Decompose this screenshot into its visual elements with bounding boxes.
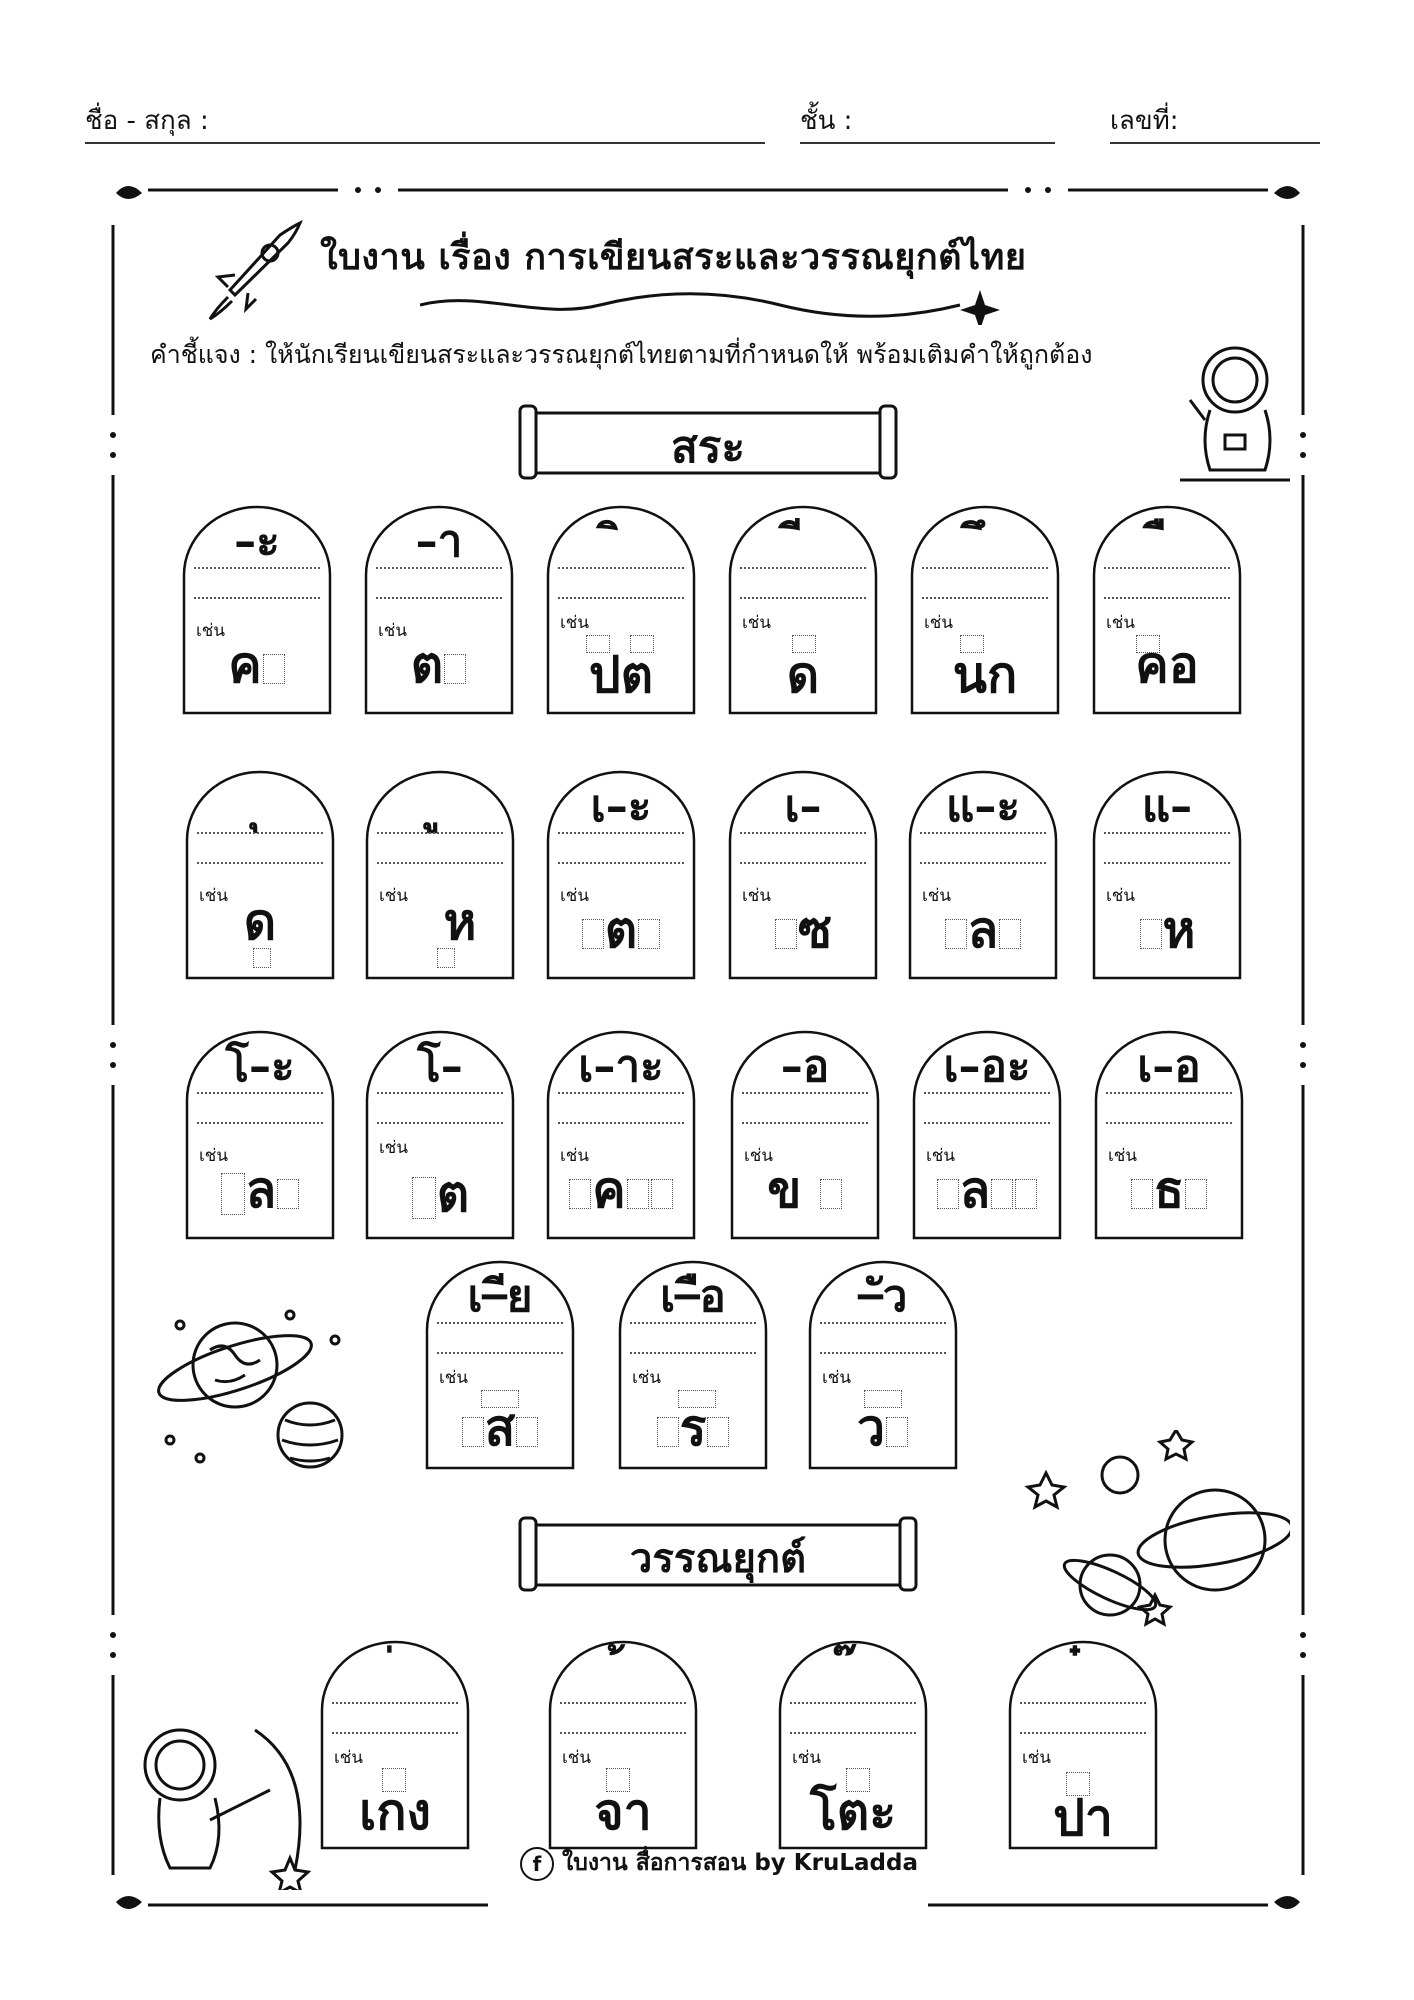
vowel-card[interactable]	[728, 770, 878, 980]
vowel-card[interactable]	[365, 770, 515, 980]
answer-box[interactable]	[1131, 1179, 1153, 1209]
tone-symbol	[1008, 1650, 1158, 1704]
vowel-card[interactable]	[546, 770, 696, 980]
example-label: เช่น	[792, 1748, 821, 1768]
answer-box[interactable]	[1185, 1179, 1207, 1209]
example-label: เช่น	[924, 613, 953, 633]
vowel-symbol: เ–ีย	[467, 1271, 533, 1322]
example-word: ค	[182, 633, 332, 697]
vowel-symbol: โ–	[417, 1041, 463, 1092]
example-word: โตะ	[809, 1783, 897, 1841]
example-word: ต	[365, 1162, 515, 1226]
vowel-card[interactable]	[730, 1030, 880, 1240]
tone-card[interactable]	[320, 1640, 470, 1850]
class-label: ชั้น :	[800, 106, 853, 136]
example-word: ต	[364, 633, 514, 697]
number-label: เลขที่:	[1110, 106, 1179, 136]
example-label: เช่น	[632, 1368, 661, 1388]
example-label: เช่น	[196, 621, 225, 641]
vowel-symbol: –อ	[780, 1041, 830, 1092]
example-label: เช่น	[1108, 1146, 1137, 1166]
rocket-icon	[190, 215, 310, 325]
vowel-card[interactable]	[364, 505, 514, 715]
vowel-card[interactable]	[182, 505, 332, 715]
answer-box[interactable]	[582, 919, 604, 949]
example-word: ค	[546, 1158, 696, 1222]
answer-box[interactable]	[945, 919, 967, 949]
example-word: ร	[618, 1396, 768, 1460]
example-label: เช่น	[378, 621, 407, 641]
vowel-symbol: เ–ือ	[660, 1271, 726, 1322]
tone-heading: วรรณยุกต์	[629, 1536, 807, 1582]
example-label: เช่น	[334, 1748, 363, 1768]
class-line[interactable]	[800, 142, 1055, 144]
vowel-card[interactable]	[618, 1260, 768, 1470]
example-label: เช่น	[926, 1146, 955, 1166]
vowel-card[interactable]	[908, 770, 1058, 980]
example-label: เช่น	[1022, 1748, 1051, 1768]
example-word: ข	[730, 1158, 880, 1222]
vowel-symbol: –ะ	[234, 516, 280, 567]
vowel-symbol	[365, 780, 515, 834]
vowel-card[interactable]	[1092, 505, 1242, 715]
example-word: ซ	[728, 898, 878, 962]
answer-box[interactable]	[437, 948, 455, 968]
example-word: ว	[808, 1396, 958, 1460]
example-word: จา	[594, 1783, 652, 1841]
planet-icon	[150, 1290, 360, 1480]
example-word: ปา	[1053, 1789, 1113, 1847]
answer-box[interactable]	[775, 919, 797, 949]
example-word: ปต	[588, 646, 654, 704]
vowel-symbol: เ–อ	[1137, 1041, 1201, 1092]
answer-box[interactable]	[937, 1179, 959, 1209]
answer-box[interactable]	[221, 1173, 245, 1215]
example-label: เช่น	[562, 1748, 591, 1768]
example-word: ล	[912, 1158, 1062, 1222]
vowel-heading: สระ	[670, 422, 746, 473]
vowel-symbol: เ–อะ	[943, 1041, 1031, 1092]
vowel-symbol: โ–ะ	[225, 1041, 295, 1092]
vowel-symbol: แ–ะ	[946, 781, 1020, 832]
answer-box[interactable]	[569, 1179, 591, 1209]
example-label: เช่น	[560, 613, 589, 633]
tone-symbol	[548, 1650, 698, 1704]
example-word: ส	[425, 1396, 575, 1460]
vowel-symbol: แ–	[1141, 781, 1193, 832]
example-word: คอ	[1135, 636, 1199, 694]
vowel-card[interactable]	[808, 1260, 958, 1470]
planets-icon	[1020, 1430, 1290, 1630]
example-label: เช่น	[379, 886, 408, 906]
name-line[interactable]	[85, 142, 765, 144]
example-word: ล	[185, 1158, 335, 1222]
vowel-symbol: เ–าะ	[578, 1041, 664, 1092]
vowel-card[interactable]	[185, 770, 335, 980]
answer-box[interactable]	[253, 948, 271, 968]
answer-box[interactable]	[462, 1417, 484, 1447]
answer-box[interactable]	[999, 919, 1021, 949]
vowel-card[interactable]	[910, 505, 1060, 715]
vowel-card[interactable]	[1092, 770, 1242, 980]
example-label: เช่น	[1106, 886, 1135, 906]
example-word: ห	[1092, 898, 1242, 962]
vowel-symbol: เ–ะ	[590, 781, 652, 832]
answer-box[interactable]	[651, 1179, 673, 1209]
vowel-symbol: –า	[415, 516, 463, 567]
vowel-symbol	[910, 515, 1060, 569]
example-word: เกง	[359, 1783, 431, 1841]
example-label: เช่น	[1106, 613, 1135, 633]
vowel-symbol: –ัว	[858, 1271, 908, 1322]
wave-divider	[420, 285, 1000, 325]
vowel-banner	[518, 398, 898, 488]
number-line[interactable]	[1110, 142, 1320, 144]
answer-box[interactable]	[991, 1179, 1013, 1209]
footer-text: ใบงาน สื่อการสอน by KruLadda	[562, 1850, 918, 1876]
example-label: เช่น	[822, 1368, 851, 1388]
tone-card[interactable]	[1008, 1640, 1158, 1850]
vowel-card[interactable]	[185, 1030, 335, 1240]
example-word: นก	[952, 646, 1018, 704]
example-label: เช่น	[742, 613, 771, 633]
example-label: เช่น	[742, 886, 771, 906]
example-word: ด	[243, 893, 277, 951]
vowel-card[interactable]	[425, 1260, 575, 1470]
vowel-symbol: เ–	[784, 781, 822, 832]
tone-symbol	[320, 1650, 470, 1704]
vowel-card[interactable]	[546, 505, 696, 715]
example-word: ห	[443, 893, 477, 951]
answer-box[interactable]	[657, 1417, 679, 1447]
answer-box[interactable]	[638, 919, 660, 949]
worksheet-title: ใบงาน เรื่อง การเขียนสระและวรรณยุกต์ไทย	[320, 237, 1027, 278]
answer-box[interactable]	[444, 654, 466, 684]
facebook-icon: f	[520, 1847, 554, 1881]
example-label: เช่น	[199, 1146, 228, 1166]
example-label: เช่น	[560, 1146, 589, 1166]
vowel-card[interactable]	[912, 1030, 1062, 1240]
example-label: เช่น	[922, 886, 951, 906]
vowel-card[interactable]	[728, 505, 878, 715]
example-label: เช่น	[439, 1368, 468, 1388]
vowel-symbol	[728, 515, 878, 569]
answer-box[interactable]	[886, 1417, 908, 1447]
vowel-card[interactable]	[365, 1030, 515, 1240]
answer-box[interactable]	[412, 1177, 436, 1219]
answer-box[interactable]	[820, 1179, 842, 1209]
example-label: เช่น	[379, 1138, 408, 1158]
example-label: เช่น	[199, 886, 228, 906]
name-label: ชื่อ - สกุล :	[85, 106, 209, 136]
answer-box[interactable]	[627, 1179, 649, 1209]
footer	[520, 1845, 918, 1881]
instruction-text: คำชี้แจง : ให้นักเรียนเขียนสระและวรรณยุกต์ไทยตามที่กำหนดให้ พร้อมเติมคำให้ถูกต้อง	[150, 340, 1093, 369]
tone-symbol	[778, 1650, 928, 1704]
answer-box[interactable]	[516, 1417, 538, 1447]
example-word: ด	[786, 646, 820, 704]
answer-box[interactable]	[1015, 1179, 1037, 1209]
answer-box[interactable]	[1140, 919, 1162, 949]
vowel-symbol	[185, 780, 335, 834]
vowel-symbol	[546, 515, 696, 569]
example-word: ต	[546, 898, 696, 962]
example-label: เช่น	[744, 1146, 773, 1166]
astronaut-fishing-icon	[135, 1720, 335, 1890]
answer-box[interactable]	[263, 654, 285, 684]
tone-banner	[518, 1510, 918, 1600]
answer-box[interactable]	[707, 1417, 729, 1447]
tone-card[interactable]	[778, 1640, 928, 1850]
astronaut-icon	[1180, 340, 1290, 490]
tone-card[interactable]	[548, 1640, 698, 1850]
example-word: ธ	[1094, 1158, 1244, 1222]
vowel-card[interactable]	[546, 1030, 696, 1240]
answer-box[interactable]	[277, 1179, 299, 1209]
vowel-card[interactable]	[1094, 1030, 1244, 1240]
example-word: ล	[908, 898, 1058, 962]
example-label: เช่น	[560, 886, 589, 906]
vowel-symbol	[1092, 515, 1242, 569]
